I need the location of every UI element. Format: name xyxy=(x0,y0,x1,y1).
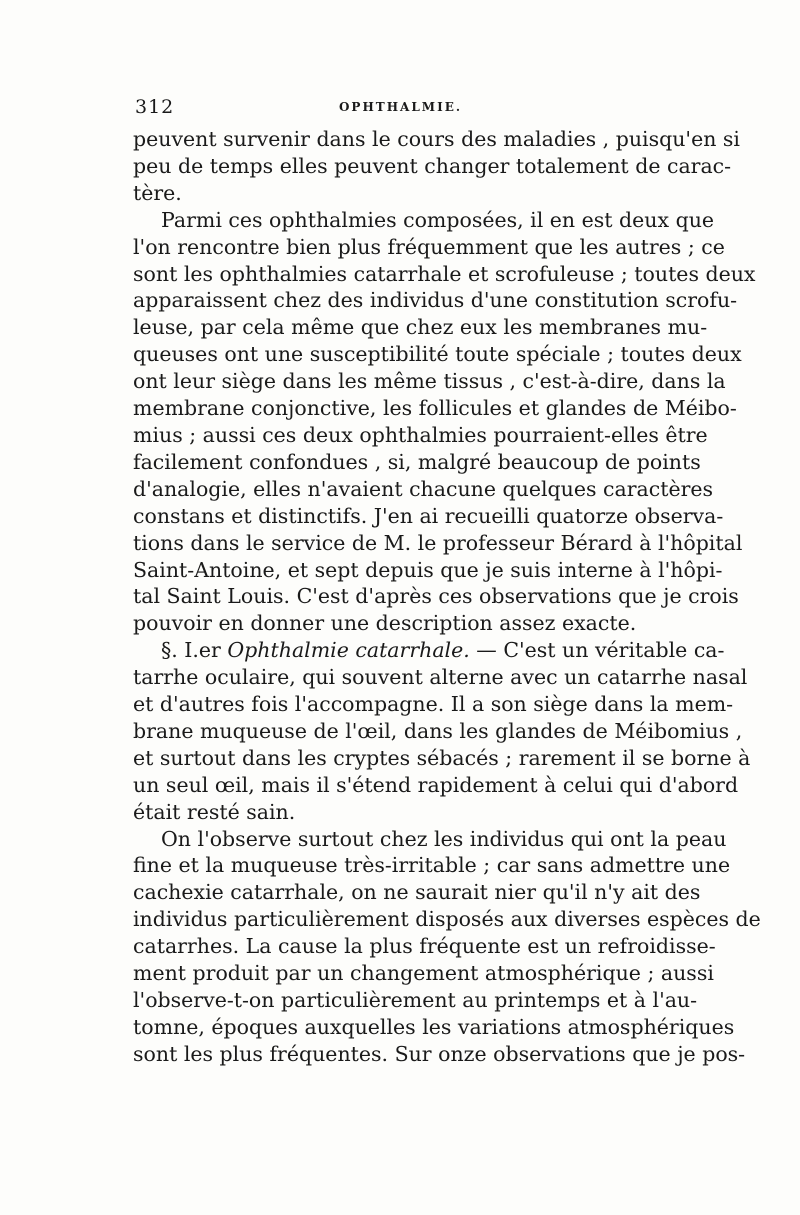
text-line: Parmi ces ophthalmies composées, il en est deux que xyxy=(161,207,715,232)
text-line: sont les ophthalmies catarrhale et scrofuleuse ; toutes deux xyxy=(133,261,756,286)
text-line: cachexie catarrhale, on ne saurait nier qu'il n'y ait des xyxy=(133,880,701,905)
text-line: facilement confondues , si, malgré beaucoup de points xyxy=(133,449,701,474)
paragraph xyxy=(133,207,756,638)
running-head xyxy=(133,96,668,126)
text-line: On l'observe surtout chez les individus qui ont la peau xyxy=(161,826,727,851)
text-line: peuvent survenir dans le cours des maladies , puisqu'en si xyxy=(133,127,740,151)
text-line: l'on rencontre bien plus fréquemment que les autres ; ce xyxy=(133,234,725,259)
text-line: l'observe-t-on particulièrement au printemps et à l'au- xyxy=(133,988,698,1012)
paragraph xyxy=(133,637,751,825)
text-line: tarrhe oculaire, qui souvent alterne avec un catarrhe nasal xyxy=(133,665,748,690)
text-line: peu de temps elles peuvent changer totalement de carac- xyxy=(133,153,732,178)
running-title: OPHTHALMIE. xyxy=(338,100,463,114)
text-line: apparaissent chez des individus d'une constitution scrofu- xyxy=(133,288,738,313)
text-line: leuse, par cela même que chez eux les membranes mu- xyxy=(133,315,708,340)
text-line: était resté sain. xyxy=(133,799,296,824)
body-text xyxy=(133,126,761,1068)
section-title: Ophthalmie catarrhale. xyxy=(227,638,470,663)
page-number: 312 xyxy=(135,96,175,118)
text-line: tal Saint Louis. C'est d'après ces observations que je crois xyxy=(133,584,739,609)
text-line: ment produit par un changement atmosphérique ; aussi xyxy=(133,961,714,986)
text-line: tère. xyxy=(133,180,182,205)
text-line: membrane conjonctive, les follicules et glandes de Méibo- xyxy=(133,396,737,421)
paragraph xyxy=(133,126,740,207)
text-line: un seul œil, mais il s'étend rapidement à celui qui d'abord xyxy=(133,772,739,797)
text-line: ont leur siège dans les même tissus , c'est-à-dire, dans la xyxy=(133,369,726,394)
text-line: individus particulièrement disposés aux diverses espèces de xyxy=(133,907,761,932)
section-marker: §. I.er xyxy=(161,638,221,663)
text-line: queuses ont une susceptibilité toute spéciale ; toutes deux xyxy=(133,342,742,367)
text-line: sont les plus fréquentes. Sur onze observations que je pos- xyxy=(133,1041,746,1066)
paragraph xyxy=(133,826,761,1068)
text-line: mius ; aussi ces deux ophthalmies pourraient-elles être xyxy=(133,422,708,447)
book-page xyxy=(133,96,761,1068)
text-line: d'analogie, elles n'avaient chacune quelques caractères xyxy=(133,476,714,501)
section-lead-text: — C'est un véritable ca- xyxy=(476,638,725,663)
section-heading-line xyxy=(133,637,725,664)
text-line: Saint-Antoine, et sept depuis que je suis interne à l'hôpi- xyxy=(133,557,723,582)
text-line: brane muqueuse de l'œil, dans les glandes de Méibomius , xyxy=(133,718,743,743)
text-line: fine et la muqueuse très-irritable ; car sans admettre une xyxy=(133,853,731,878)
text-line: tions dans le service de M. le professeur Bérard à l'hôpital xyxy=(133,530,743,555)
text-line: pouvoir en donner une description assez exacte. xyxy=(133,611,637,636)
text-line: catarrhes. La cause la plus fréquente est un refroidisse- xyxy=(133,934,716,959)
text-line: tomne, époques auxquelles les variations atmosphériques xyxy=(133,1014,735,1039)
text-line: constans et distinctifs. J'en ai recueilli quatorze observa- xyxy=(133,503,724,528)
text-line: et surtout dans les cryptes sébacés ; rarement il se borne à xyxy=(133,745,751,770)
text-line: et d'autres fois l'accompagne. Il a son siège dans la mem- xyxy=(133,692,734,717)
